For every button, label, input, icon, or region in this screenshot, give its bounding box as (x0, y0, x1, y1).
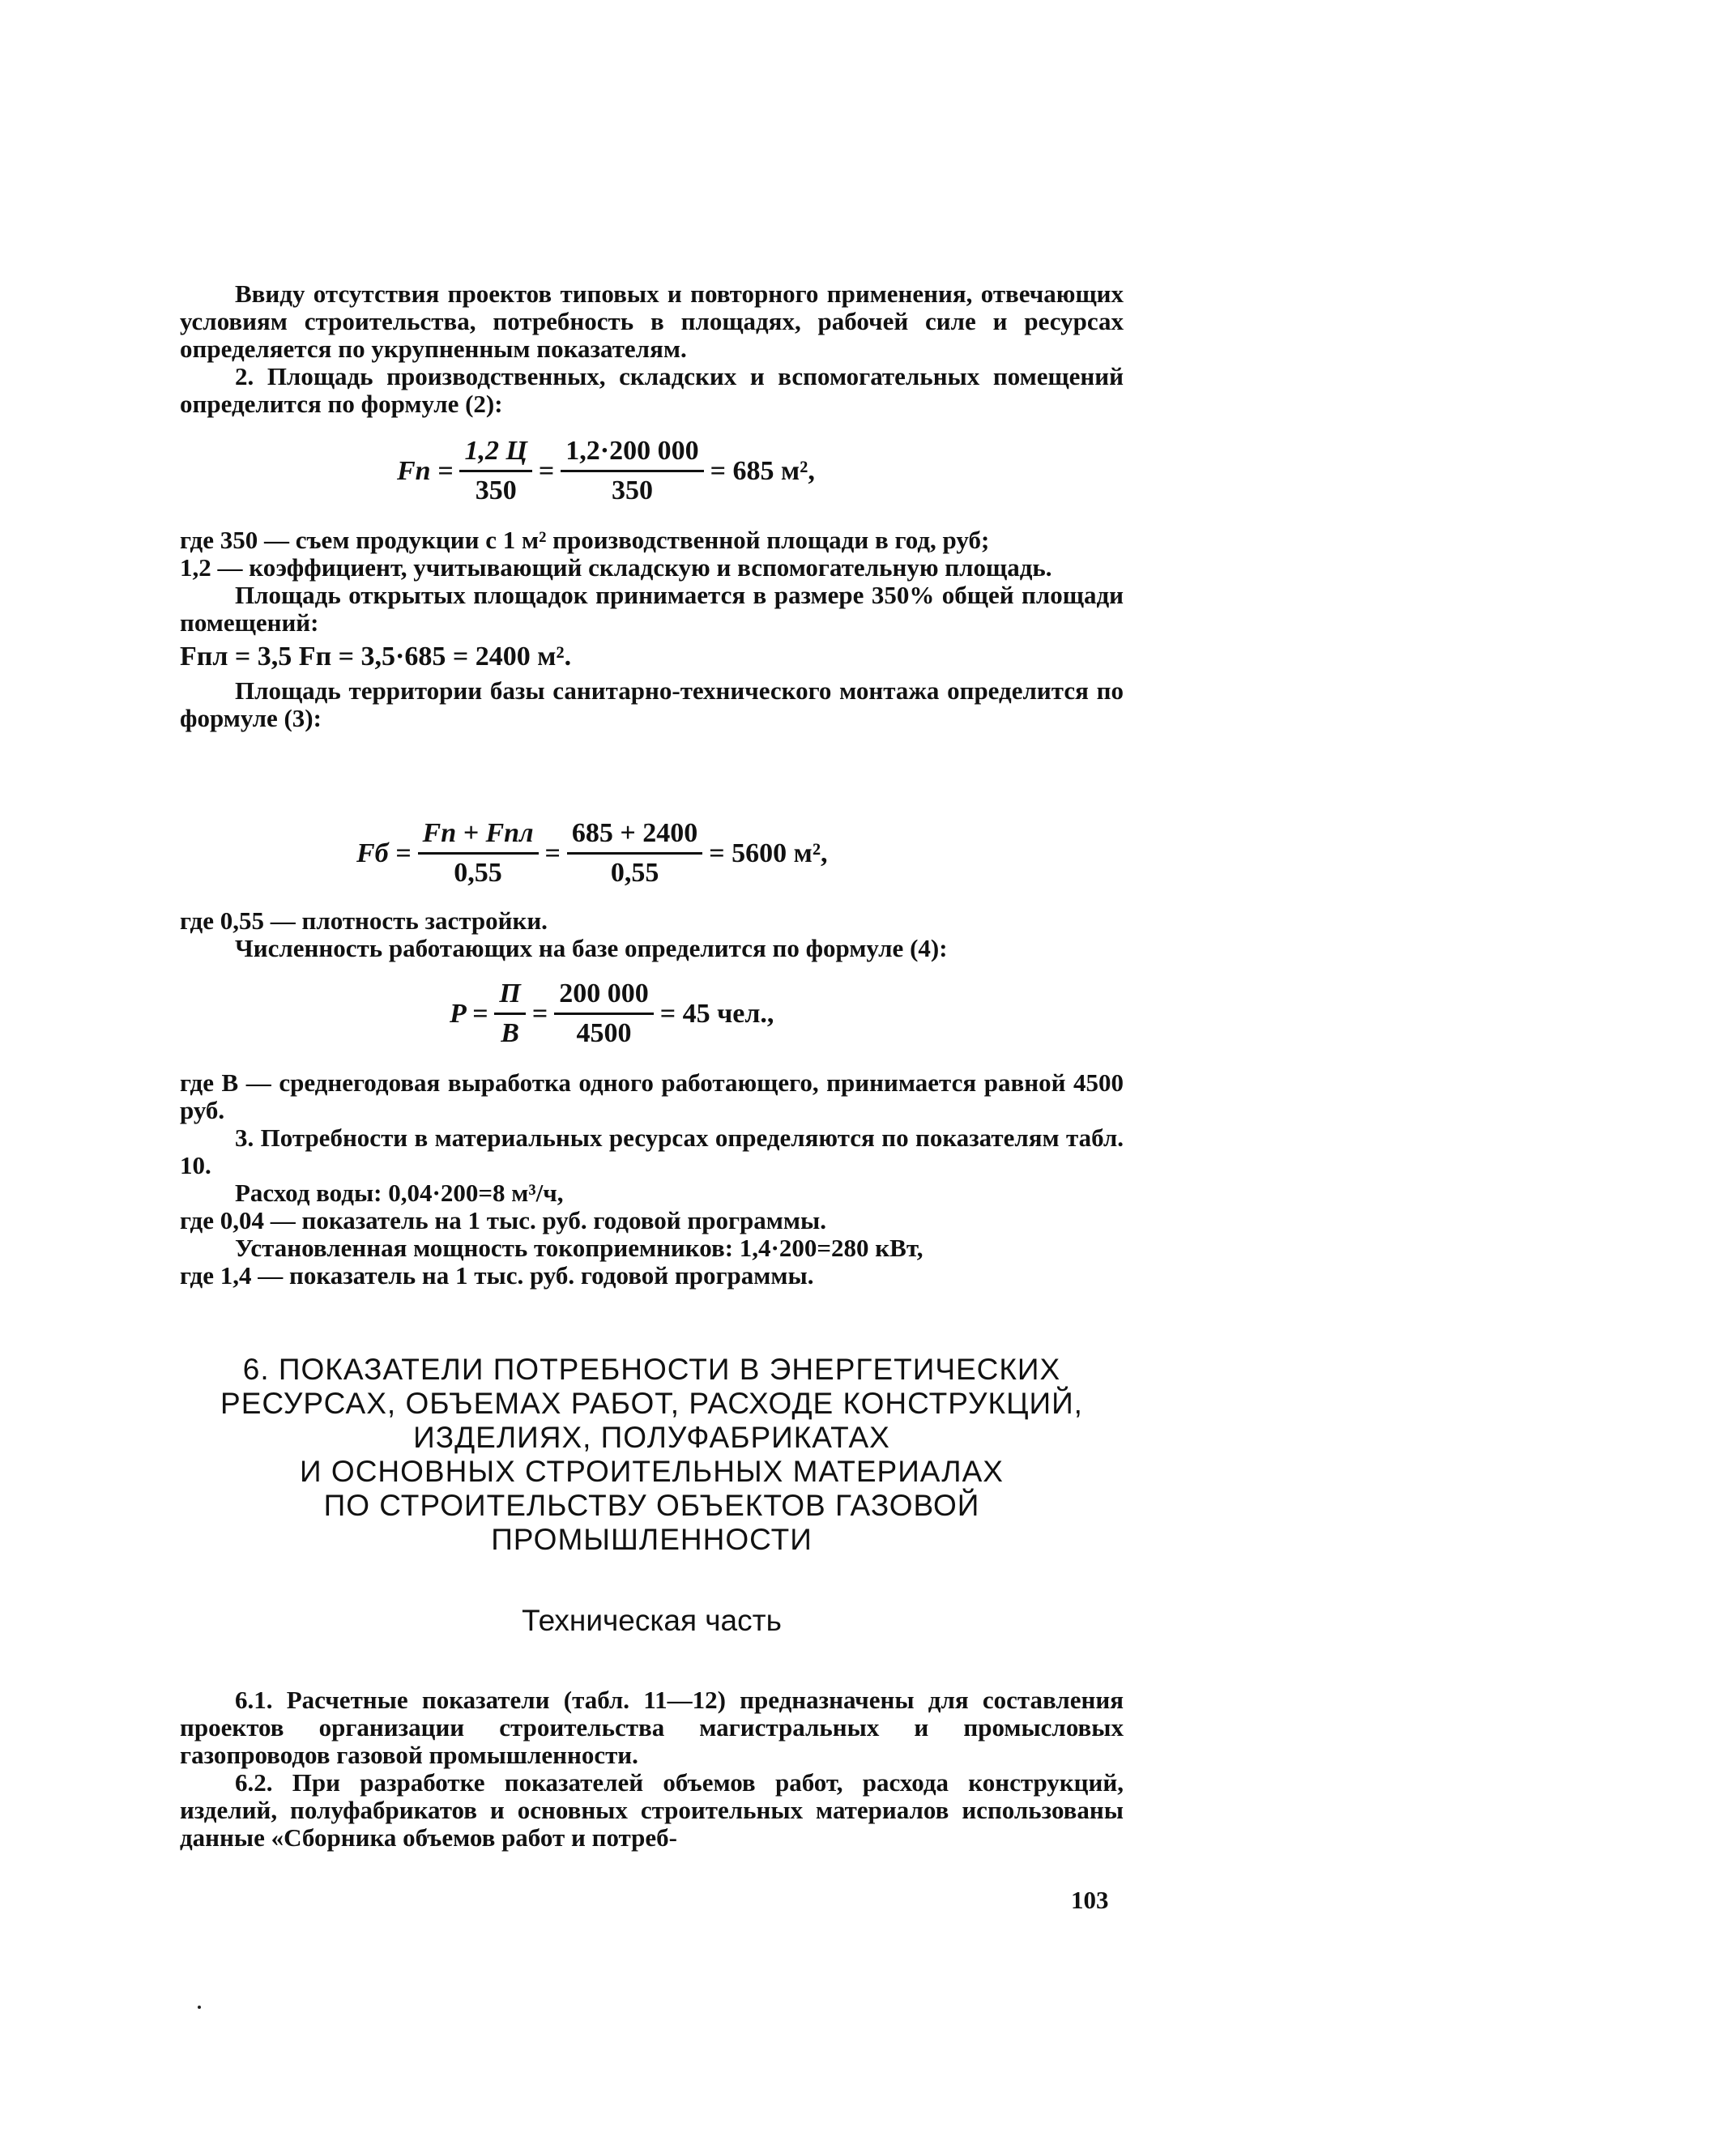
formula-3-fraction-1 (418, 818, 539, 889)
formula-4-num-2: 200 000 (554, 978, 654, 1015)
paragraph-workers: Численность работающих на базе определится по формуле (4): (235, 934, 948, 962)
paragraph-power: Установленная мощность токоприемников: 1,4·200=280 кВт, (235, 1234, 923, 1262)
definition-1-4: где 1,4 — показатель на 1 тыс. руб. годовой программы. (180, 1261, 814, 1290)
technical-block (180, 1686, 1124, 1852)
section-title (180, 1353, 1124, 1557)
definition-0-55: где 0,55 — плотность застройки. (180, 906, 548, 935)
definition-350: где 350 — съем продукции с 1 м² производственной площади в год, руб; (180, 526, 990, 554)
formula-3 (356, 818, 828, 889)
paragraph-6-1: 6.1. Расчетные показатели (табл. 11—12) предназначены для составления проектов организации строительства магистральных и промысловых газопроводов газовой промышленности. (180, 1686, 1124, 1769)
formula-3-result: = 5600 м², (709, 838, 828, 868)
after-formula-3-block (180, 907, 1124, 962)
formula-2-den-1: 350 (475, 475, 517, 505)
formula-2-result: = 685 м², (710, 455, 815, 486)
after-formula-2-block (180, 527, 1124, 732)
section-subtitle: Техническая часть (522, 1604, 782, 1637)
formula-4 (450, 978, 774, 1049)
definition-1-2: 1,2 — коэффициент, учитывающий складскую и вспомогательную площадь. (180, 553, 1052, 582)
definition-0-04: где 0,04 — показатель на 1 тыс. руб. годовой программы. (180, 1206, 826, 1234)
formula-3-lhs: Fб = (356, 838, 412, 868)
formula-4-num-1: П (494, 978, 525, 1015)
section-title-line-2: РЕСУРСАХ, ОБЪЕМАХ РАБОТ, РАСХОДЕ КОНСТРУКЦИЙ, (220, 1387, 1083, 1420)
formula-3-fraction-2 (567, 818, 702, 889)
formula-2-den-2: 350 (611, 475, 653, 505)
scan-speck (198, 2006, 201, 2009)
formula-2-lhs: Fп = (397, 455, 454, 486)
formula-2-fraction-2 (561, 436, 703, 506)
intro-block (180, 280, 1124, 418)
formula-2-equals: = (538, 455, 555, 486)
formula-4-result: = 45 чел., (659, 998, 774, 1029)
formula-2-fraction-1 (459, 436, 531, 506)
paragraph-intro: Ввиду отсутствия проектов типовых и повторного применения, отвечающих условиям строительства, потребность в площадях, рабочей силе и ресурсах определяется по укрупненным показателям. (180, 279, 1124, 363)
formula-3-den-2: 0,55 (610, 858, 659, 888)
paragraph-open-areas: Площадь открытых площадок принимается в размере 350% общей площади помещений: (180, 581, 1124, 637)
section-title-line-3: ИЗДЕЛИЯХ, ПОЛУФАБРИКАТАХ (413, 1421, 890, 1454)
formula-3-equals: = (544, 838, 561, 868)
section-title-line-1: 6. ПОКАЗАТЕЛИ ПОТРЕБНОСТИ В ЭНЕРГЕТИЧЕСКИХ (242, 1353, 1061, 1386)
formula-3-num-2: 685 + 2400 (567, 818, 702, 855)
formula-2-num-2: 1,2·200 000 (561, 436, 703, 472)
paragraph-area-formula-ref: 2. Площадь производственных, складских и вспомогательных помещений определится по формуле (2): (180, 362, 1124, 418)
formula-4-fraction-1 (494, 978, 525, 1049)
section-title-line-4: И ОСНОВНЫХ СТРОИТЕЛЬНЫХ МАТЕРИАЛАХ (300, 1455, 1004, 1488)
formula-4-lhs: P = (450, 998, 488, 1029)
formula-2 (397, 436, 815, 506)
formula-4-den-2: 4500 (576, 1018, 632, 1048)
paragraph-water: Расход воды: 0,04·200=8 м³/ч, (235, 1179, 564, 1207)
section-title-line-5: ПО СТРОИТЕЛЬСТВУ ОБЪЕКТОВ ГАЗОВОЙ (323, 1489, 980, 1522)
formula-2-num-1: 1,2 Ц (459, 436, 531, 472)
formula-4-den-1: B (501, 1018, 519, 1048)
paragraph-6-2: 6.2. При разработке показателей объемов работ, расхода конструкций, изделий, полуфабрикатов и основных строительных материалов использованы данные «Сборника объемов работ и потреб- (180, 1768, 1124, 1852)
page-number: 103 (1071, 1886, 1109, 1914)
paragraph-territory: Площадь территории базы санитарно-технического монтажа определится по формуле (3): (180, 676, 1124, 732)
definition-b: где B — среднегодовая выработка одного работающего, принимается равной 4500 руб. (180, 1068, 1124, 1124)
after-formula-4-block (180, 1069, 1124, 1290)
paragraph-material-resources: 3. Потребности в материальных ресурсах определяются по показателям табл. 10. (180, 1123, 1124, 1179)
formula-open-areas: Fпл = 3,5 Fп = 3,5·685 = 2400 м². (180, 642, 572, 671)
formula-3-num-1: Fп + Fпл (418, 818, 539, 855)
section-title-line-6: ПРОМЫШЛЕННОСТИ (491, 1523, 813, 1556)
formula-3-den-1: 0,55 (454, 858, 502, 888)
formula-4-fraction-2 (554, 978, 654, 1049)
formula-4-equals: = (531, 998, 548, 1029)
